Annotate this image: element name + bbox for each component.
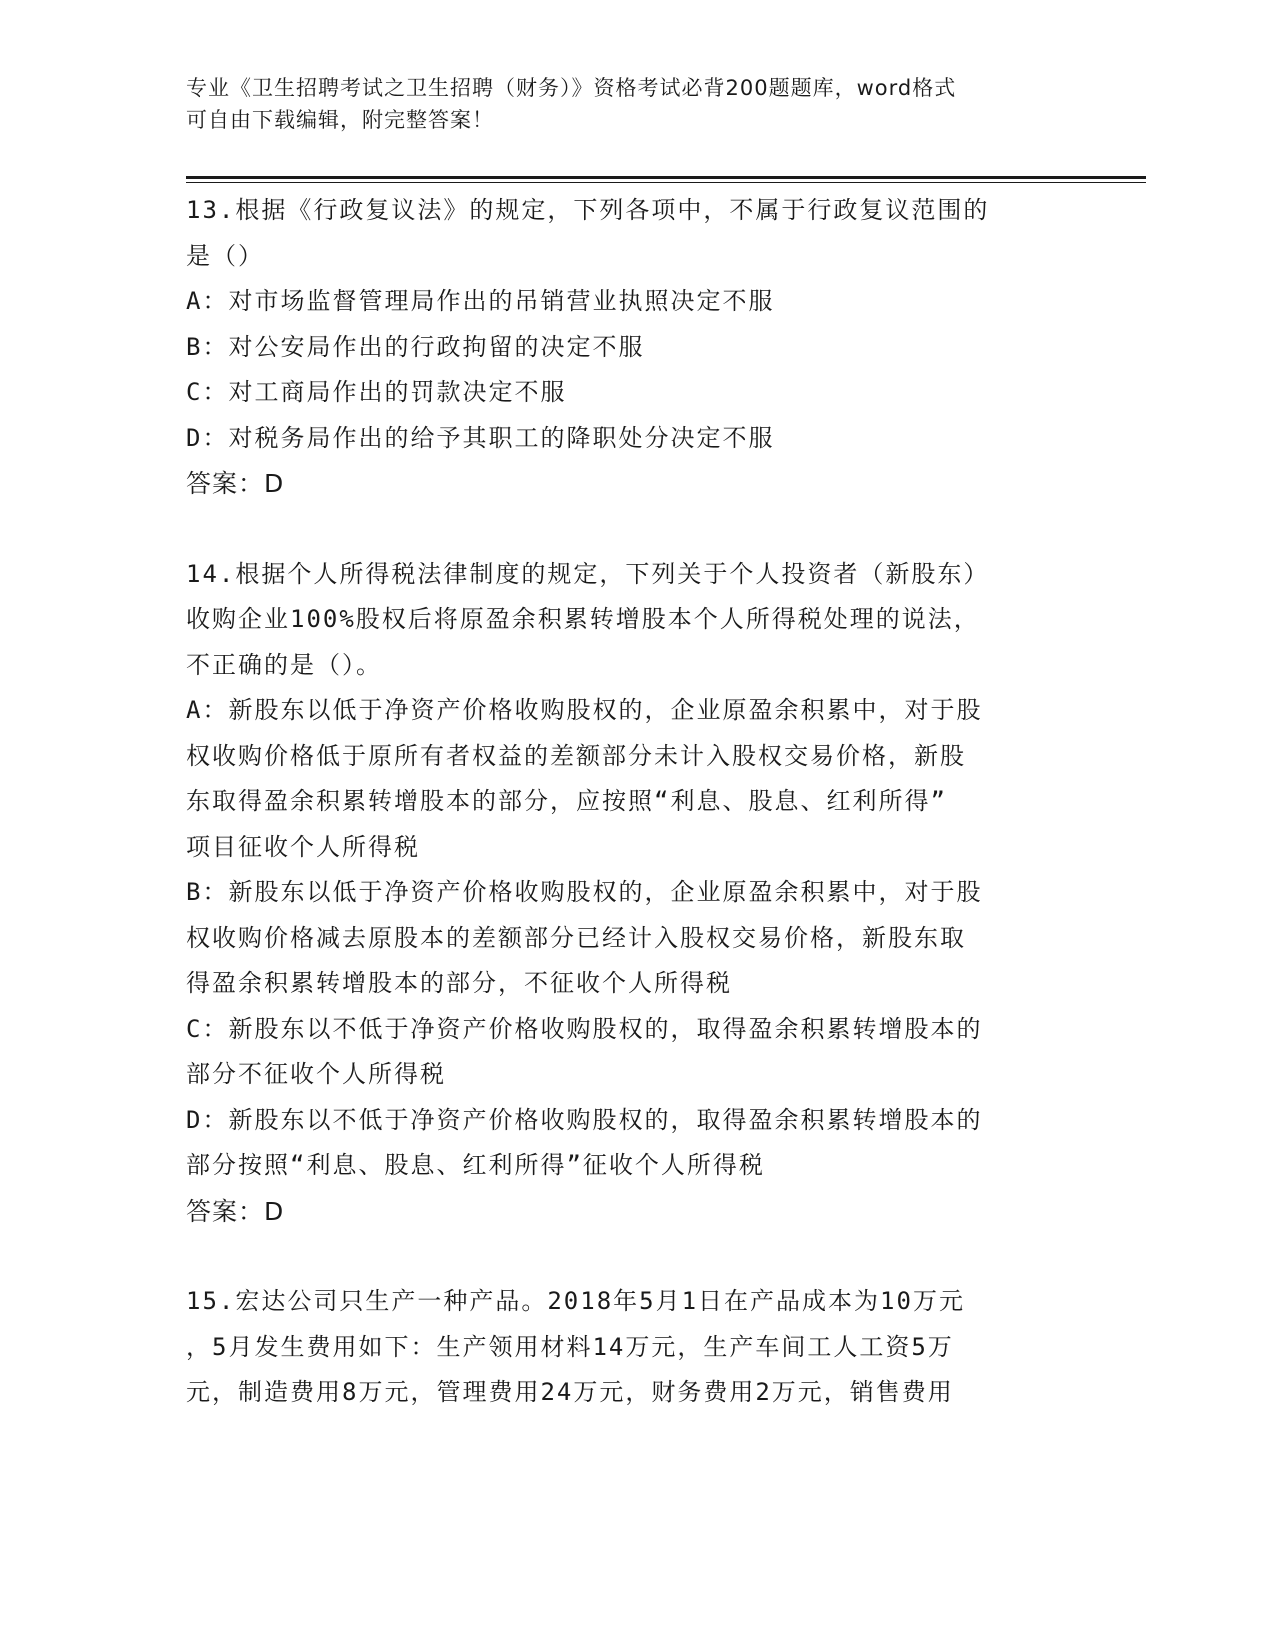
question-list — [186, 188, 1066, 1461]
header-divider-thin — [186, 182, 1146, 183]
question-stem-line: 收购企业100%股权后将原盈余积累转增股本个人所得税处理的说法， — [186, 605, 980, 633]
option-b: B：新股东以低于净资产价格收购股权的，企业原盈余积累中，对于股 — [186, 878, 983, 906]
question-stem-line: 是（） — [186, 241, 264, 270]
header-title-line-2: 可自由下载编辑，附完整答案！ — [186, 108, 494, 132]
question-stem-line: 13.根据《行政复议法》的规定，下列各项中，不属于行政复议范围的 — [186, 196, 990, 224]
option-d: D：新股东以不低于净资产价格收购股权的，取得盈余积累转增股本的 — [186, 1105, 983, 1134]
option-c: C：对工商局作出的罚款决定不服 — [186, 378, 567, 406]
question-14 — [186, 552, 1066, 1235]
option-d-continued: 部分按照“利息、股息、红利所得”征收个人所得税 — [186, 1151, 765, 1179]
option-b-continued: 得盈余积累转增股本的部分，不征收个人所得税 — [186, 969, 732, 997]
option-a: A：新股东以低于净资产价格收购股权的，企业原盈余积累中，对于股 — [186, 696, 983, 724]
question-stem-line: 14.根据个人所得税法律制度的规定，下列关于个人投资者（新股东） — [186, 559, 990, 588]
option-d: D：对税务局作出的给予其职工的降职处分决定不服 — [186, 423, 775, 452]
answer-label: 答案：D — [186, 469, 285, 498]
question-stem-line: 元，制造费用8万元，管理费用24万元，财务费用2万元，销售费用 — [186, 1378, 954, 1406]
header-divider-thick — [186, 176, 1146, 179]
document-header — [186, 72, 1066, 136]
question-stem-line: 15.宏达公司只生产一种产品。2018年5月1日在产品成本为10万元 — [186, 1287, 965, 1315]
answer-label: 答案：D — [186, 1196, 285, 1226]
option-b-continued: 权收购价格减去原股本的差额部分已经计入股权交易价格，新股东取 — [186, 923, 966, 952]
question-stem-line: ，5月发生费用如下：生产领用材料14万元，生产车间工人工资5万 — [186, 1332, 954, 1361]
option-c-continued: 部分不征收个人所得税 — [186, 1060, 446, 1088]
option-b: B：对公安局作出的行政拘留的决定不服 — [186, 332, 645, 361]
question-13 — [186, 188, 1066, 507]
question-stem-line: 不正确的是（）。 — [186, 650, 382, 679]
header-title-line-1: 专业《卫生招聘考试之卫生招聘（财务）》资格考试必背200题题库，word格式 — [186, 76, 957, 100]
question-15 — [186, 1279, 1066, 1416]
option-a-continued: 权收购价格低于原所有者权益的差额部分未计入股权交易价格，新股 — [186, 741, 966, 770]
option-a: A：对市场监督管理局作出的吊销营业执照决定不服 — [186, 287, 775, 315]
option-c: C：新股东以不低于净资产价格收购股权的，取得盈余积累转增股本的 — [186, 1014, 983, 1043]
option-a-continued: 东取得盈余积累转增股本的部分，应按照“利息、股息、红利所得” — [186, 787, 947, 815]
option-a-continued: 项目征收个人所得税 — [186, 832, 420, 861]
